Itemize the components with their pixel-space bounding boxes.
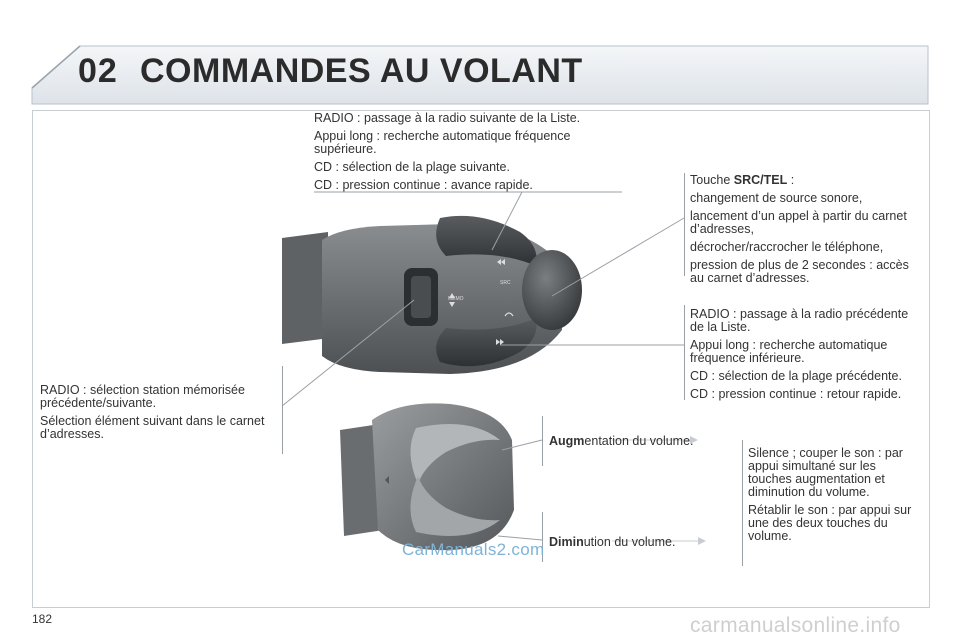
next-station-text: RADIO : passage à la radio suivante de la Liste. Appui long : recherche automatique fréquence supérieure. CD : sélection de la plage suivante. CD : pression continue : avance rapide. (314, 111, 581, 192)
marker-line-memo (282, 366, 283, 454)
src-tel-key: SRC/TEL (733, 173, 788, 187)
radio-stalk (282, 216, 582, 374)
chapter-number: 02 (78, 52, 118, 90)
marker-line-prev (684, 305, 685, 400)
marker-line-volup (542, 416, 543, 466)
page-title: COMMANDES AU VOLANT (140, 52, 583, 90)
memo-label: MEMO (448, 296, 464, 302)
watermark: CarManuals2.com (402, 540, 545, 559)
mute-text: Silence ; couper le son : par appui simultané sur les touches augmentation et diminution du volume. Rétablir le son : par appui sur une des deux touches du volume. (748, 446, 912, 543)
footer-site: carmanualsonline.info (690, 614, 901, 637)
src-label: SRC (500, 280, 511, 286)
volume-down-text: Diminution du volume. (549, 535, 676, 549)
marker-line-mute (742, 440, 743, 566)
marker-line-src (684, 173, 685, 276)
src-tel-button (522, 250, 582, 330)
volume-up-text: Augmentation du volume. (549, 434, 694, 448)
prev-station-text: RADIO : passage à la radio précédente de la Liste. Appui long : recherche automatique fréquence inférieure. CD : sélection de la plage précédente. CD : pression continue : retour rapide. (690, 307, 909, 401)
page-number: 182 (32, 612, 53, 626)
memo-wheel-text: RADIO : sélection station mémorisée précédente/suivante. Sélection élément suivant dans le carnet d’adresses. (40, 383, 265, 441)
src-tel-text: Touche SRC/TEL : changement de source sonore, lancement d’un appel à partir du carnet d’adresses, décrocher/raccrocher le téléphone, pression de plus de 2 secondes : accès au carnet d’adresses. (690, 173, 909, 285)
volume-stalk (340, 403, 514, 550)
